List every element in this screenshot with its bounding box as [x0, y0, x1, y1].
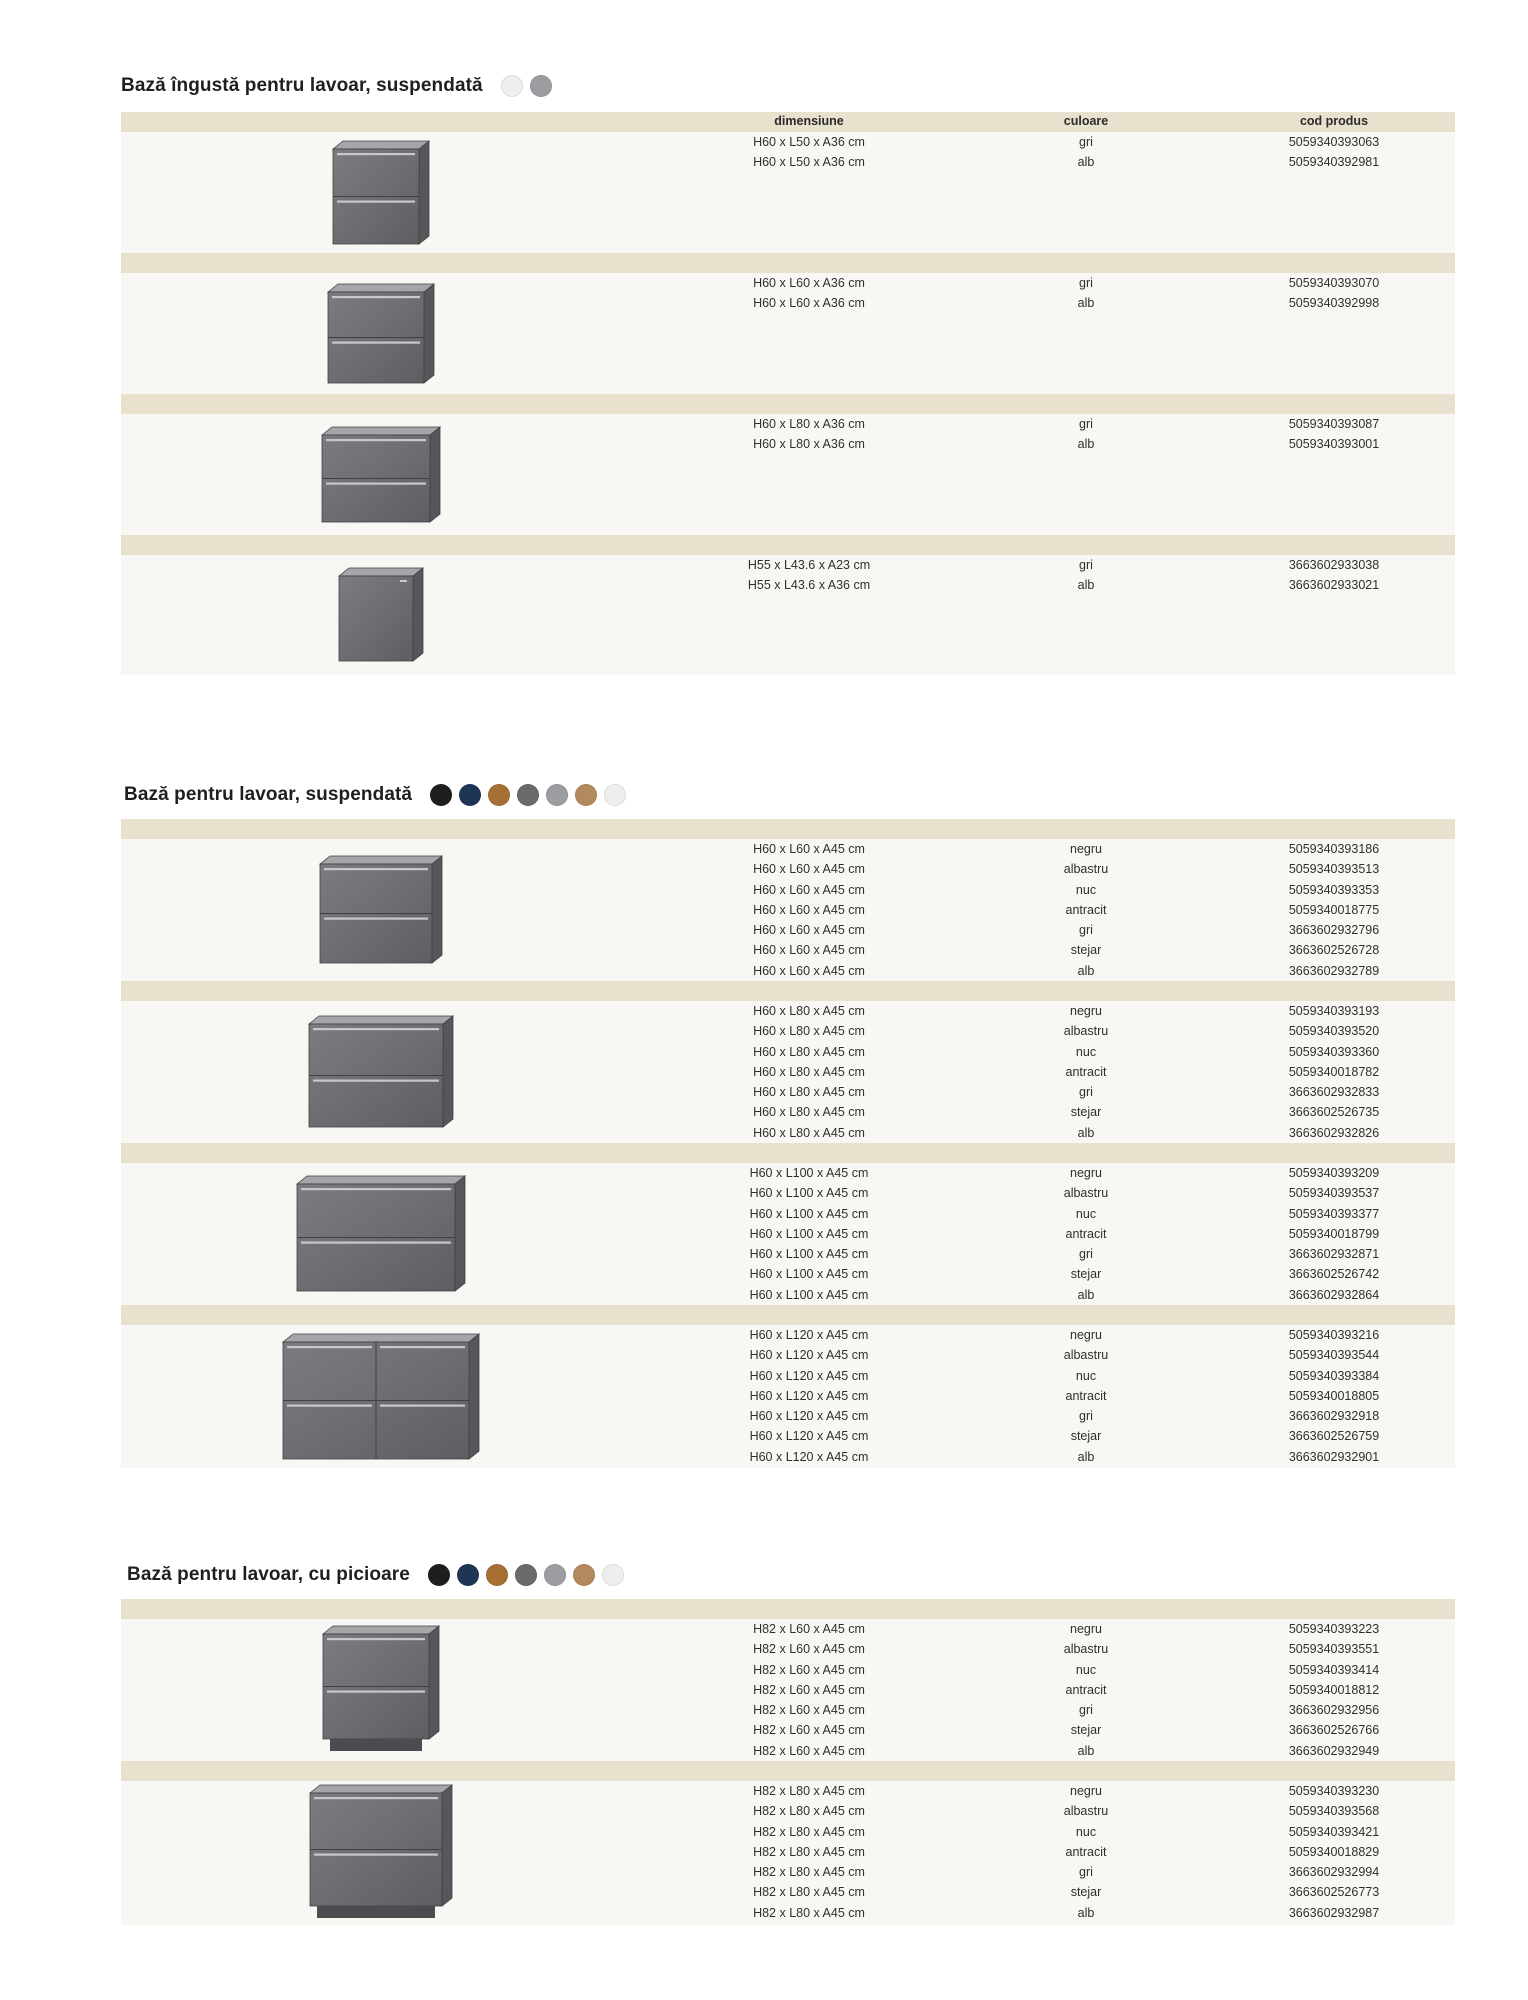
product-code-cell: 5059340393520	[1288, 1024, 1380, 1039]
dimension-cell: H60 x L80 x A45 cm	[753, 1024, 865, 1039]
table-row	[121, 880, 1455, 900]
color-swatch	[604, 784, 626, 806]
table-row	[121, 940, 1455, 960]
product-code-cell: 5059340393063	[1288, 135, 1380, 149]
product-code-cell: 5059340393414	[1288, 1662, 1380, 1677]
dimension-cell: H60 x L60 x A45 cm	[753, 943, 865, 958]
color-swatch	[602, 1564, 624, 1586]
table-row	[121, 1660, 1455, 1680]
product-code-cell: 3663602932796	[1288, 923, 1380, 938]
table-row	[121, 1720, 1455, 1740]
table-header	[121, 112, 1455, 132]
dimension-cell: H60 x L50 x A36 cm	[753, 135, 865, 149]
table-row	[121, 1325, 1455, 1345]
product-code-cell: 3663602932956	[1288, 1703, 1380, 1718]
table-row	[121, 293, 1455, 313]
dimension-cell: H60 x L60 x A45 cm	[753, 882, 865, 897]
dimension-cell: H82 x L60 x A45 cm	[753, 1743, 865, 1758]
table-row	[121, 414, 1455, 434]
dimension-cell: H60 x L60 x A36 cm	[753, 296, 865, 311]
table-row	[121, 152, 1455, 172]
table-row	[121, 1102, 1455, 1122]
table-row	[121, 920, 1455, 940]
product-code-cell: 3663602526773	[1288, 1885, 1380, 1900]
product-code-cell: 3663602526728	[1288, 943, 1380, 958]
product-table	[121, 819, 1455, 1468]
dimension-cell: H55 x L43.6 x A36 cm	[747, 578, 871, 593]
dimension-cell: H82 x L80 x A45 cm	[753, 1824, 865, 1839]
dimension-cell: H60 x L80 x A45 cm	[753, 1044, 865, 1059]
table-row	[121, 1062, 1455, 1082]
table-header	[121, 1599, 1455, 1619]
color-cell: nuc	[1075, 1824, 1097, 1839]
dimension-cell: H60 x L80 x A36 cm	[753, 417, 865, 431]
dimension-cell: H60 x L80 x A45 cm	[753, 1064, 865, 1079]
product-code-cell: 3663602932994	[1288, 1865, 1380, 1880]
color-cell: albastru	[1063, 1642, 1109, 1657]
dimension-cell: H82 x L60 x A45 cm	[753, 1622, 865, 1636]
dimension-cell: H82 x L80 x A45 cm	[753, 1865, 865, 1880]
table-row	[121, 1822, 1455, 1842]
product-code-cell: 5059340393216	[1288, 1328, 1380, 1342]
color-swatch	[517, 784, 539, 806]
section-header	[121, 1558, 1455, 1592]
product-group	[121, 273, 1455, 394]
dimension-cell: H60 x L60 x A45 cm	[753, 963, 865, 978]
row-divider	[121, 1761, 1455, 1781]
product-code-cell: 5059340018775	[1288, 902, 1380, 917]
color-cell: gri	[1079, 558, 1093, 572]
table-row	[121, 555, 1455, 575]
dimension-cell: H60 x L120 x A45 cm	[749, 1409, 869, 1424]
table-row	[121, 575, 1455, 595]
dimension-cell: H82 x L60 x A45 cm	[753, 1723, 865, 1738]
color-swatch	[457, 1564, 479, 1586]
product-code-cell: 5059340393551	[1288, 1642, 1380, 1657]
table-row	[121, 1903, 1455, 1923]
color-cell: negru	[1070, 1166, 1102, 1180]
product-code-cell: 5059340393186	[1288, 842, 1380, 856]
dimension-cell: H60 x L80 x A45 cm	[753, 1105, 865, 1120]
product-code-cell: 3663602932918	[1288, 1409, 1380, 1424]
product-code-cell: 5059340393377	[1288, 1206, 1380, 1221]
dimension-cell: H82 x L80 x A45 cm	[753, 1905, 865, 1920]
table-row	[121, 1021, 1455, 1041]
color-cell: alb	[1077, 1743, 1095, 1758]
color-swatch	[530, 75, 552, 97]
dimension-cell: H60 x L60 x A45 cm	[753, 902, 865, 917]
product-group	[121, 1325, 1455, 1468]
table-row	[121, 839, 1455, 859]
product-code-cell: 5059340393513	[1288, 862, 1380, 877]
color-swatch	[544, 1564, 566, 1586]
table-row	[121, 1163, 1455, 1183]
color-cell: albastru	[1063, 1186, 1109, 1201]
color-cell: gri	[1079, 417, 1093, 431]
product-code-cell: 3663602526759	[1288, 1429, 1380, 1444]
color-cell: albastru	[1063, 1804, 1109, 1819]
color-cell: alb	[1077, 963, 1095, 978]
product-code-cell: 3663602932826	[1288, 1125, 1380, 1140]
product-code-cell: 3663602526766	[1288, 1723, 1380, 1738]
table-row	[121, 1001, 1455, 1021]
color-swatch	[428, 1564, 450, 1586]
row-divider	[121, 253, 1455, 273]
table-row	[121, 1264, 1455, 1284]
color-cell: albastru	[1063, 1024, 1109, 1039]
color-swatch	[501, 75, 523, 97]
dimension-cell: H60 x L50 x A36 cm	[753, 155, 865, 170]
dimension-cell: H60 x L60 x A45 cm	[753, 842, 865, 856]
dimension-cell: H60 x L100 x A45 cm	[749, 1247, 869, 1262]
product-code-cell: 5059340018805	[1288, 1388, 1380, 1403]
color-cell: negru	[1070, 1784, 1102, 1798]
dimension-cell: H82 x L60 x A45 cm	[753, 1662, 865, 1677]
dimension-cell: H60 x L100 x A45 cm	[749, 1186, 869, 1201]
table-row	[121, 1426, 1455, 1446]
dimension-cell: H60 x L60 x A45 cm	[753, 923, 865, 938]
color-cell: antracit	[1065, 1226, 1107, 1241]
section-header	[121, 778, 1455, 812]
dimension-cell: H82 x L60 x A45 cm	[753, 1703, 865, 1718]
product-code-cell: 5059340018812	[1288, 1682, 1380, 1697]
product-code-cell: 5059340393384	[1288, 1368, 1380, 1383]
color-cell: antracit	[1065, 1064, 1107, 1079]
section-hanging	[121, 778, 1455, 1468]
color-cell: stejar	[1070, 1723, 1102, 1738]
color-cell: gri	[1079, 135, 1093, 149]
product-code-cell: 5059340018799	[1288, 1226, 1380, 1241]
row-divider	[121, 535, 1455, 555]
product-code-cell: 3663602932949	[1288, 1743, 1380, 1758]
dimension-cell: H82 x L80 x A45 cm	[753, 1804, 865, 1819]
product-group	[121, 1163, 1455, 1305]
color-swatch	[459, 784, 481, 806]
table-row	[121, 1842, 1455, 1862]
product-group	[121, 414, 1455, 535]
table-row	[121, 1366, 1455, 1386]
product-code-cell: 5059340393353	[1288, 882, 1380, 897]
product-code-cell: 3663602932901	[1288, 1449, 1380, 1464]
table-row	[121, 1781, 1455, 1801]
section-title: Bază pentru lavoar, cu picioare	[127, 1564, 410, 1585]
color-cell: alb	[1077, 296, 1095, 311]
color-cell: antracit	[1065, 902, 1107, 917]
color-cell: alb	[1077, 1287, 1095, 1302]
header-culoare: culoare	[1063, 114, 1109, 128]
table-row	[121, 1447, 1455, 1467]
color-swatches	[430, 784, 626, 806]
product-code-cell: 3663602932833	[1288, 1085, 1380, 1100]
row-divider	[121, 981, 1455, 1001]
product-code-cell: 5059340393568	[1288, 1804, 1380, 1819]
product-code-cell: 5059340393223	[1288, 1622, 1380, 1636]
table-row	[121, 900, 1455, 920]
dimension-cell: H60 x L80 x A45 cm	[753, 1125, 865, 1140]
product-code-cell: 5059340393544	[1288, 1348, 1380, 1363]
table-row	[121, 1801, 1455, 1821]
table-row	[121, 1285, 1455, 1305]
product-group	[121, 1001, 1455, 1143]
product-code-cell: 3663602526735	[1288, 1105, 1380, 1120]
dimension-cell: H60 x L60 x A36 cm	[753, 276, 865, 290]
color-cell: stejar	[1070, 943, 1102, 958]
product-group	[121, 132, 1455, 253]
product-code-cell: 3663602526742	[1288, 1267, 1380, 1282]
product-group	[121, 1619, 1455, 1761]
dimension-cell: H82 x L80 x A45 cm	[753, 1784, 865, 1798]
table-row	[121, 132, 1455, 152]
table-row	[121, 1386, 1455, 1406]
section-narrow-hanging	[121, 69, 1455, 675]
dimension-cell: H60 x L80 x A45 cm	[753, 1004, 865, 1018]
dimension-cell: H60 x L100 x A45 cm	[749, 1166, 869, 1180]
table-row	[121, 1741, 1455, 1761]
color-cell: gri	[1079, 1409, 1093, 1424]
color-cell: antracit	[1065, 1844, 1107, 1859]
color-cell: gri	[1079, 1085, 1093, 1100]
color-cell: negru	[1070, 1004, 1102, 1018]
product-code-cell: 3663602933021	[1288, 578, 1380, 593]
color-cell: antracit	[1065, 1388, 1107, 1403]
table-row	[121, 1082, 1455, 1102]
color-swatches	[501, 75, 552, 97]
table-row	[121, 1700, 1455, 1720]
product-code-cell: 5059340393421	[1288, 1824, 1380, 1839]
dimension-cell: H60 x L80 x A36 cm	[753, 437, 865, 452]
color-cell: negru	[1070, 1328, 1102, 1342]
color-cell: gri	[1079, 923, 1093, 938]
color-cell: nuc	[1075, 882, 1097, 897]
color-cell: alb	[1077, 1449, 1095, 1464]
product-code-cell: 5059340393537	[1288, 1186, 1380, 1201]
table-row	[121, 1862, 1455, 1882]
color-cell: alb	[1077, 155, 1095, 170]
table-row	[121, 1882, 1455, 1902]
color-cell: negru	[1070, 842, 1102, 856]
product-code-cell: 3663602932864	[1288, 1287, 1380, 1302]
table-row	[121, 1244, 1455, 1264]
color-cell: stejar	[1070, 1267, 1102, 1282]
product-code-cell: 5059340392981	[1288, 155, 1380, 170]
color-swatch	[430, 784, 452, 806]
color-cell: stejar	[1070, 1885, 1102, 1900]
section-title: Bază pentru lavoar, suspendată	[124, 784, 413, 805]
table-row	[121, 1042, 1455, 1062]
product-table	[121, 1599, 1455, 1925]
dimension-cell: H82 x L80 x A45 cm	[753, 1885, 865, 1900]
dimension-cell: H60 x L120 x A45 cm	[749, 1348, 869, 1363]
color-cell: alb	[1077, 1125, 1095, 1140]
table-row	[121, 1204, 1455, 1224]
color-cell: antracit	[1065, 1682, 1107, 1697]
product-code-cell: 5059340393001	[1288, 437, 1380, 452]
product-code-cell: 5059340018782	[1288, 1064, 1380, 1079]
color-cell: gri	[1079, 1247, 1093, 1262]
dimension-cell: H60 x L120 x A45 cm	[749, 1388, 869, 1403]
dimension-cell: H82 x L60 x A45 cm	[753, 1642, 865, 1657]
color-cell: nuc	[1075, 1662, 1097, 1677]
table-row	[121, 1123, 1455, 1143]
row-divider	[121, 1305, 1455, 1325]
dimension-cell: H60 x L80 x A45 cm	[753, 1085, 865, 1100]
product-code-cell: 3663602933038	[1288, 558, 1380, 572]
color-swatch	[515, 1564, 537, 1586]
product-group	[121, 1781, 1455, 1925]
table-row	[121, 1680, 1455, 1700]
product-code-cell: 5059340393230	[1288, 1784, 1380, 1798]
row-divider	[121, 1143, 1455, 1163]
table-row	[121, 1224, 1455, 1244]
color-swatch	[488, 784, 510, 806]
product-code-cell: 5059340393087	[1288, 417, 1380, 431]
header-cod-produs: cod produs	[1299, 114, 1369, 128]
product-code-cell: 5059340393193	[1288, 1004, 1380, 1018]
product-code-cell: 3663602932789	[1288, 963, 1380, 978]
product-code-cell: 5059340393070	[1288, 276, 1380, 290]
table-row	[121, 434, 1455, 454]
table-row	[121, 1183, 1455, 1203]
dimension-cell: H55 x L43.6 x A23 cm	[747, 558, 871, 572]
product-code-cell: 3663602932987	[1288, 1905, 1380, 1920]
dimension-cell: H82 x L80 x A45 cm	[753, 1844, 865, 1859]
table-row	[121, 1639, 1455, 1659]
dimension-cell: H60 x L100 x A45 cm	[749, 1287, 869, 1302]
color-cell: albastru	[1063, 1348, 1109, 1363]
color-cell: alb	[1077, 578, 1095, 593]
table-row	[121, 961, 1455, 981]
row-divider	[121, 394, 1455, 414]
table-row	[121, 273, 1455, 293]
dimension-cell: H60 x L100 x A45 cm	[749, 1226, 869, 1241]
color-cell: gri	[1079, 276, 1093, 290]
dimension-cell: H60 x L120 x A45 cm	[749, 1328, 869, 1342]
color-cell: albastru	[1063, 862, 1109, 877]
table-header	[121, 819, 1455, 839]
color-cell: alb	[1077, 437, 1095, 452]
color-cell: nuc	[1075, 1044, 1097, 1059]
dimension-cell: H82 x L60 x A45 cm	[753, 1682, 865, 1697]
dimension-cell: H60 x L100 x A45 cm	[749, 1206, 869, 1221]
dimension-cell: H60 x L60 x A45 cm	[753, 862, 865, 877]
color-cell: alb	[1077, 1905, 1095, 1920]
product-table	[121, 112, 1455, 675]
product-code-cell: 5059340393360	[1288, 1044, 1380, 1059]
product-code-cell: 5059340018829	[1288, 1844, 1380, 1859]
dimension-cell: H60 x L100 x A45 cm	[749, 1267, 869, 1282]
color-swatch	[573, 1564, 595, 1586]
product-code-cell: 5059340393209	[1288, 1166, 1380, 1180]
color-cell: stejar	[1070, 1105, 1102, 1120]
table-row	[121, 1406, 1455, 1426]
color-swatch	[546, 784, 568, 806]
color-cell: gri	[1079, 1703, 1093, 1718]
product-group	[121, 555, 1455, 675]
color-cell: nuc	[1075, 1206, 1097, 1221]
color-cell: negru	[1070, 1622, 1102, 1636]
color-swatches	[428, 1564, 624, 1586]
color-swatch	[486, 1564, 508, 1586]
product-code-cell: 5059340392998	[1288, 296, 1380, 311]
header-dimensiune: dimensiune	[774, 114, 844, 128]
table-row	[121, 859, 1455, 879]
section-with-legs	[121, 1558, 1455, 1925]
section-title: Bază îngustă pentru lavoar, suspendată	[121, 75, 483, 96]
product-code-cell: 3663602932871	[1288, 1247, 1380, 1262]
color-cell: nuc	[1075, 1368, 1097, 1383]
dimension-cell: H60 x L120 x A45 cm	[749, 1429, 869, 1444]
table-row	[121, 1619, 1455, 1639]
section-header	[121, 69, 1455, 103]
product-group	[121, 839, 1455, 981]
color-swatch	[575, 784, 597, 806]
dimension-cell: H60 x L120 x A45 cm	[749, 1368, 869, 1383]
table-row	[121, 1345, 1455, 1365]
color-cell: stejar	[1070, 1429, 1102, 1444]
color-cell: gri	[1079, 1865, 1093, 1880]
dimension-cell: H60 x L120 x A45 cm	[749, 1449, 869, 1464]
